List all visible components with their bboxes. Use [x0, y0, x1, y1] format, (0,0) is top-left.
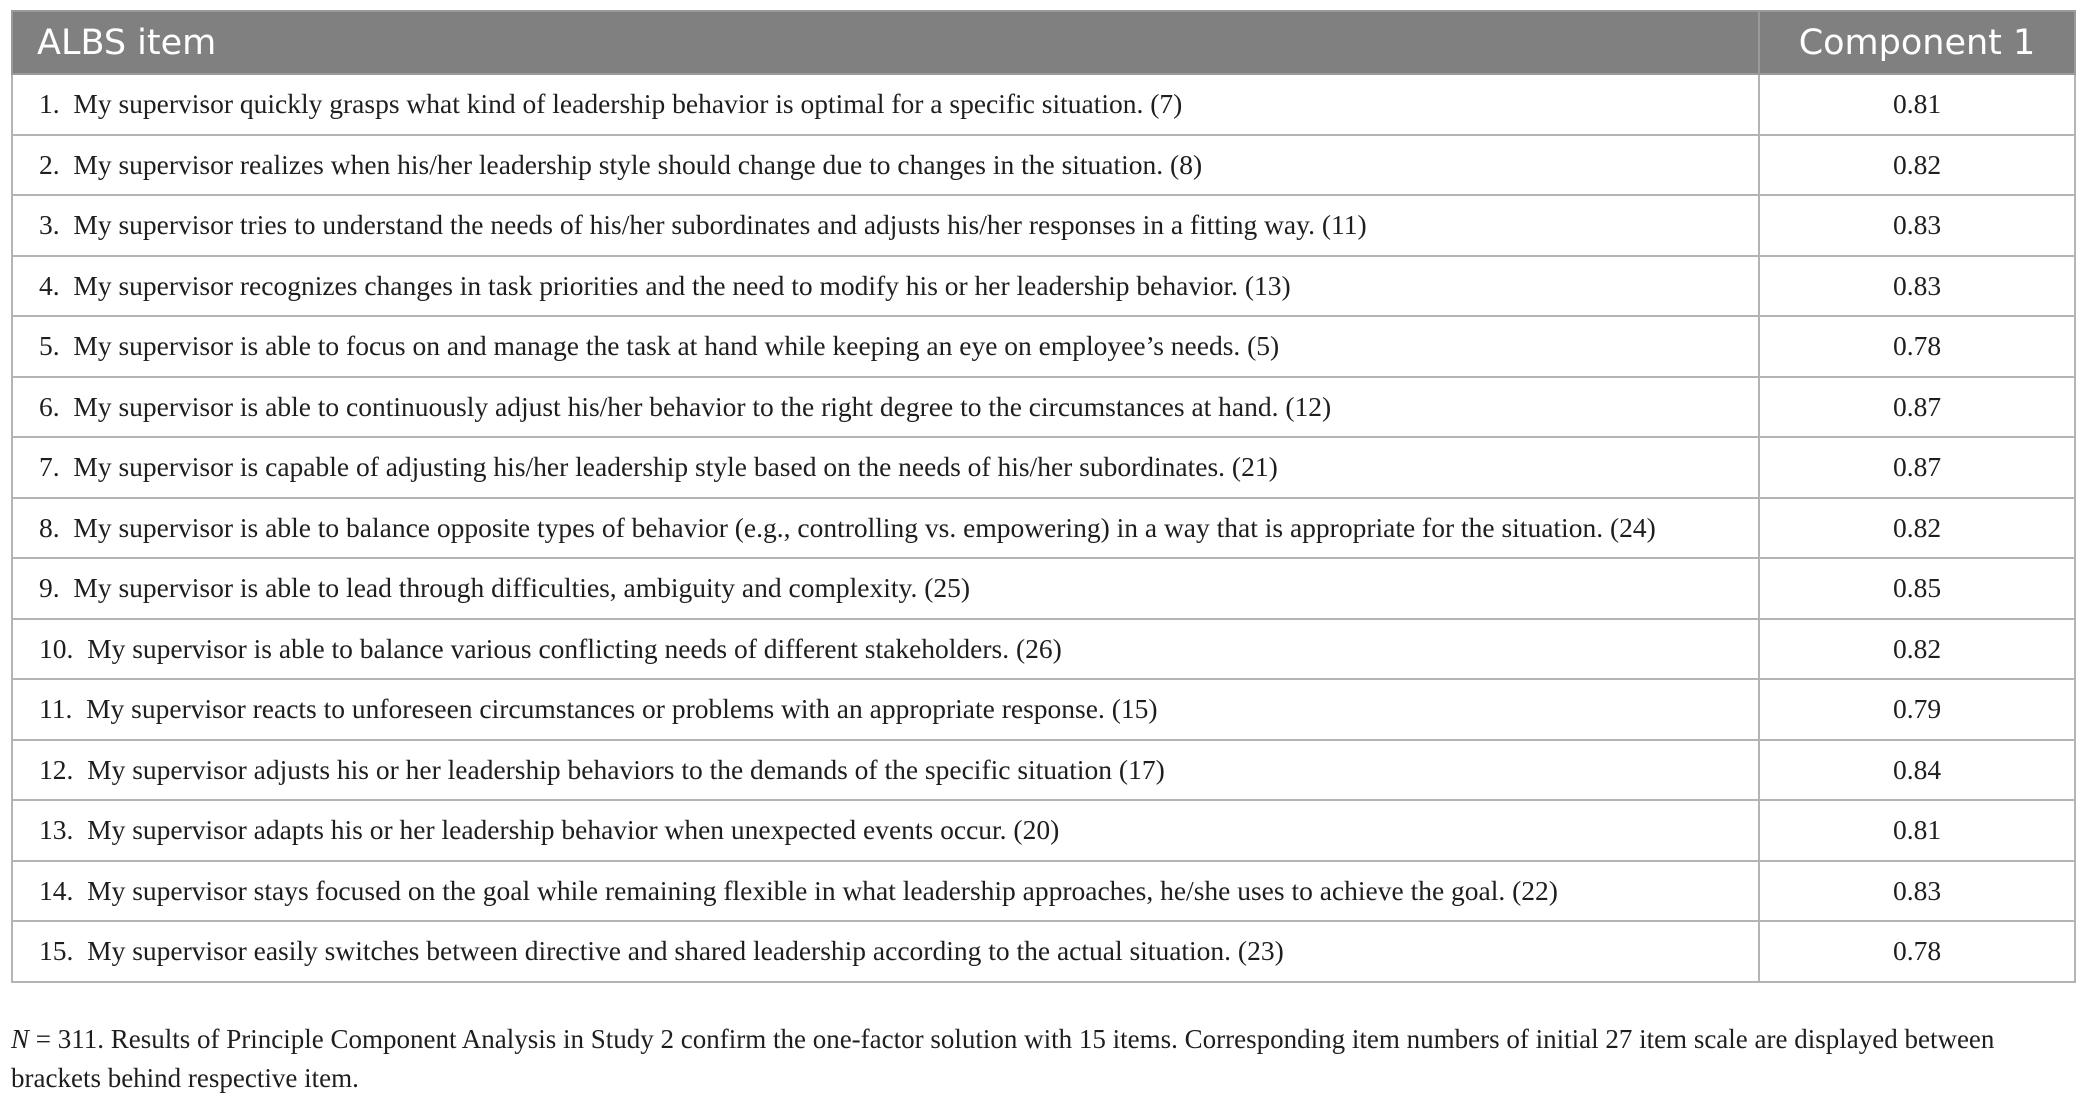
- item-number: 5.: [39, 330, 60, 362]
- table-row: [12, 921, 2075, 982]
- header-component-1: Component 1: [1759, 11, 2075, 74]
- item-number: 11.: [39, 693, 73, 725]
- item-number: 3.: [39, 209, 60, 241]
- table-row: [12, 619, 2075, 680]
- item-number: 13.: [39, 814, 74, 846]
- item-text: My supervisor is able to focus on and manage the task at hand while keeping an eye on employee’s needs. (5): [73, 330, 1280, 362]
- item-number: 12.: [39, 753, 74, 785]
- table-row: [12, 195, 2075, 256]
- component-value: 0.82: [1759, 135, 2075, 196]
- item-text: My supervisor adjusts his or her leadership behaviors to the demands of the specific situation (17): [87, 753, 1165, 785]
- albs-item-cell: [12, 195, 1759, 256]
- table-row: [12, 498, 2075, 559]
- table-body: [12, 74, 2075, 982]
- header-albs-item: ALBS item: [12, 11, 1759, 74]
- albs-item-cell: [12, 619, 1759, 680]
- component-value: 0.81: [1759, 74, 2075, 135]
- table-row: [12, 256, 2075, 317]
- item-number: 10.: [39, 632, 74, 664]
- component-value: 0.78: [1759, 316, 2075, 377]
- albs-item-cell: [12, 316, 1759, 377]
- albs-table-container: [11, 10, 2074, 983]
- item-number: 14.: [39, 874, 74, 906]
- item-number: 4.: [39, 269, 60, 301]
- table-row: [12, 558, 2075, 619]
- component-value: 0.83: [1759, 861, 2075, 922]
- table-row: [12, 800, 2075, 861]
- table-row: [12, 74, 2075, 135]
- item-text: My supervisor reacts to unforeseen circumstances or problems with an appropriate response. (15): [86, 693, 1158, 725]
- item-text: My supervisor is able to balance various conflicting needs of different stakeholders. (26): [87, 632, 1062, 664]
- item-text: My supervisor easily switches between directive and shared leadership according to the actual situation. (23): [87, 935, 1284, 967]
- component-value: 0.81: [1759, 800, 2075, 861]
- component-value: 0.82: [1759, 619, 2075, 680]
- albs-item-cell: [12, 498, 1759, 559]
- item-number: 1.: [39, 88, 60, 120]
- table-row: [12, 679, 2075, 740]
- table-row: [12, 861, 2075, 922]
- item-number: 9.: [39, 572, 60, 604]
- component-value: 0.87: [1759, 377, 2075, 438]
- albs-item-cell: [12, 800, 1759, 861]
- table-row: [12, 316, 2075, 377]
- table-footnote: [11, 1020, 2071, 1098]
- table-row: [12, 377, 2075, 438]
- table-row: [12, 135, 2075, 196]
- component-value: 0.85: [1759, 558, 2075, 619]
- item-number: 8.: [39, 511, 60, 543]
- albs-item-cell: [12, 558, 1759, 619]
- item-text: My supervisor is able to continuously adjust his/her behavior to the right degree to the circumstances at hand. (12): [73, 390, 1332, 422]
- albs-item-cell: [12, 921, 1759, 982]
- component-value: 0.78: [1759, 921, 2075, 982]
- item-number: 6.: [39, 390, 60, 422]
- component-value: 0.82: [1759, 498, 2075, 559]
- item-text: My supervisor is capable of adjusting his/her leadership style based on the needs of his/her subordinates. (21): [73, 451, 1278, 483]
- albs-item-cell: [12, 437, 1759, 498]
- item-text: My supervisor is able to balance opposite types of behavior (e.g., controlling vs. empowering) in a way that is appropriate for the situation. (24): [73, 511, 1656, 543]
- item-text: My supervisor quickly grasps what kind of leadership behavior is optimal for a specific situation. (7): [73, 88, 1183, 120]
- table-row: [12, 437, 2075, 498]
- item-number: 15.: [39, 935, 74, 967]
- footnote-text: = 311. Results of Principle Component Analysis in Study 2 confirm the one-factor solution with 15 items. Corresponding item numbers of initial 27 item scale are displayed between brackets behind respective item.: [11, 1024, 1995, 1093]
- albs-item-cell: [12, 861, 1759, 922]
- item-text: My supervisor tries to understand the needs of his/her subordinates and adjusts his/her responses in a fitting way. (11): [73, 209, 1367, 241]
- item-text: My supervisor recognizes changes in task priorities and the need to modify his or her leadership behavior. (13): [73, 269, 1291, 301]
- item-number: 7.: [39, 451, 60, 483]
- component-value: 0.83: [1759, 195, 2075, 256]
- albs-table: [11, 10, 2076, 983]
- component-value: 0.79: [1759, 679, 2075, 740]
- albs-item-cell: [12, 256, 1759, 317]
- albs-item-cell: [12, 74, 1759, 135]
- table-header-row: [12, 11, 2075, 74]
- item-text: My supervisor adapts his or her leadership behavior when unexpected events occur. (20): [87, 814, 1060, 846]
- component-value: 0.84: [1759, 740, 2075, 801]
- albs-item-cell: [12, 135, 1759, 196]
- component-value: 0.87: [1759, 437, 2075, 498]
- component-value: 0.83: [1759, 256, 2075, 317]
- table-row: [12, 740, 2075, 801]
- albs-item-cell: [12, 377, 1759, 438]
- item-text: My supervisor realizes when his/her leadership style should change due to changes in the situation. (8): [73, 148, 1203, 180]
- albs-item-cell: [12, 679, 1759, 740]
- item-number: 2.: [39, 148, 60, 180]
- item-text: My supervisor is able to lead through difficulties, ambiguity and complexity. (25): [73, 572, 971, 604]
- item-text: My supervisor stays focused on the goal while remaining flexible in what leadership approaches, he/she uses to achieve the goal. (22): [87, 874, 1558, 906]
- albs-item-cell: [12, 740, 1759, 801]
- footnote-n-label: N: [11, 1024, 30, 1054]
